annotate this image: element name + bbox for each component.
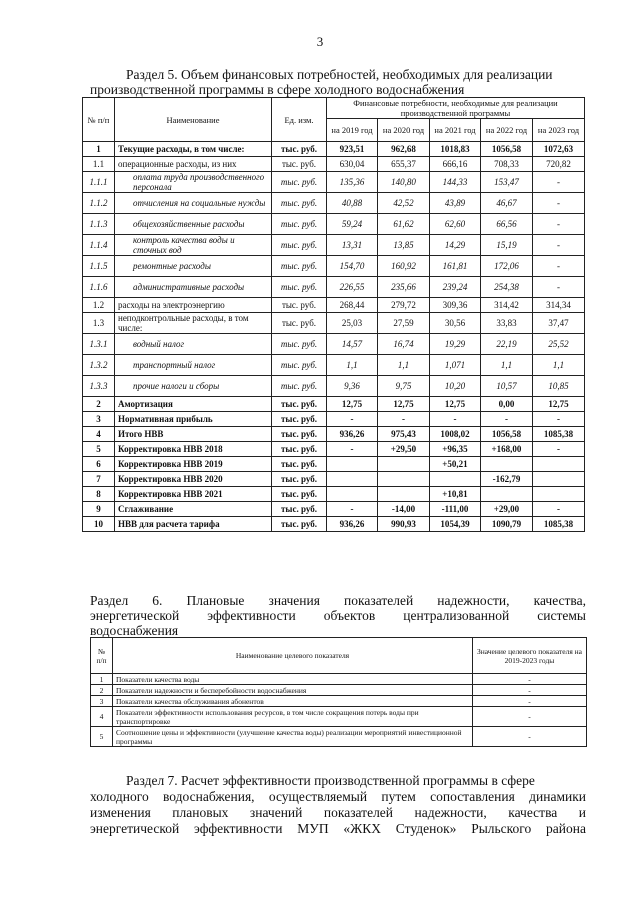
row-value: - (533, 412, 585, 427)
row-number: 1.1.1 (83, 172, 115, 193)
row-value: - (533, 172, 585, 193)
table-row (83, 487, 585, 502)
row-value: 1,1 (533, 355, 585, 376)
row-value (533, 472, 585, 487)
row-value: 160,92 (378, 256, 430, 277)
row-name: НВВ для расчета тарифа (115, 517, 272, 532)
row-value: 975,43 (378, 427, 430, 442)
row-value: 1,1 (481, 355, 533, 376)
row-value: 40,88 (327, 193, 378, 214)
row-unit: тыс. руб. (272, 256, 327, 277)
row-value: 9,36 (327, 376, 378, 397)
row-value: +10,81 (430, 487, 481, 502)
row-value: -14,00 (378, 502, 430, 517)
row-value: 22,19 (481, 334, 533, 355)
table-row (83, 142, 585, 157)
table-row (91, 674, 587, 685)
row-value (378, 487, 430, 502)
row-value: 708,33 (481, 157, 533, 172)
row-unit: тыс. руб. (272, 277, 327, 298)
row-number: 1.3.1 (83, 334, 115, 355)
row-value: - (378, 412, 430, 427)
row-value: 19,29 (430, 334, 481, 355)
table-row (83, 157, 585, 172)
row-value (378, 457, 430, 472)
row-name: отчисления на социальные нужды (115, 193, 272, 214)
row-value: 0,00 (481, 397, 533, 412)
row-number: 9 (83, 502, 115, 517)
row-value: 923,51 (327, 142, 378, 157)
row-value: 1008,02 (430, 427, 481, 442)
table-row (83, 172, 585, 193)
row-value: 153,47 (481, 172, 533, 193)
t6-row-name: Соотношение цены и эффективности (улучшение качества воды) реализации мероприятий инвестиционной программы (113, 727, 473, 747)
row-value: 720,82 (533, 157, 585, 172)
row-name: Амортизация (115, 397, 272, 412)
row-value: 254,38 (481, 277, 533, 298)
table-row (83, 502, 585, 517)
row-value: - (533, 442, 585, 457)
section5-title-line1: Раздел 5. Объем финансовых потребностей, необходимых для реализации (126, 67, 553, 82)
header-year: на 2019 год (327, 119, 378, 142)
page-number: 3 (316, 34, 324, 49)
row-value: 154,70 (327, 256, 378, 277)
row-value: 936,26 (327, 517, 378, 532)
row-unit: тыс. руб. (272, 313, 327, 334)
section6-title-line2: энергетической эффективности объектов централизованной системы (90, 608, 586, 623)
t6-row-value: - (473, 727, 587, 747)
table-row (91, 685, 587, 696)
row-value: - (327, 502, 378, 517)
row-value: +50,21 (430, 457, 481, 472)
row-value: 1056,58 (481, 142, 533, 157)
table-row (83, 214, 585, 235)
row-value: 1056,58 (481, 427, 533, 442)
row-value: 936,26 (327, 427, 378, 442)
row-name: Текущие расходы, в том числе: (115, 142, 272, 157)
header-num: № п/п (83, 98, 115, 142)
row-value: 37,47 (533, 313, 585, 334)
row-unit: тыс. руб. (272, 298, 327, 313)
row-value (533, 457, 585, 472)
row-name: общехозяйственные расходы (115, 214, 272, 235)
row-name: Сглаживание (115, 502, 272, 517)
t6-row-number: 3 (91, 696, 113, 707)
row-number: 8 (83, 487, 115, 502)
table-row (83, 376, 585, 397)
row-value (533, 487, 585, 502)
row-unit: тыс. руб. (272, 397, 327, 412)
row-number: 4 (83, 427, 115, 442)
row-value: 9,75 (378, 376, 430, 397)
row-value: 33,83 (481, 313, 533, 334)
row-value: 314,34 (533, 298, 585, 313)
t6-row-name: Показатели качества обслуживания абонентов (113, 696, 473, 707)
row-value: 42,52 (378, 193, 430, 214)
table-row (83, 412, 585, 427)
row-value: - (533, 277, 585, 298)
row-number: 1.3 (83, 313, 115, 334)
table-row (83, 427, 585, 442)
row-unit: тыс. руб. (272, 334, 327, 355)
row-value: 61,62 (378, 214, 430, 235)
row-unit: тыс. руб. (272, 457, 327, 472)
row-name: Корректировка НВВ 2020 (115, 472, 272, 487)
row-name: транспортный налог (115, 355, 272, 376)
row-unit: тыс. руб. (272, 376, 327, 397)
row-value: 235,66 (378, 277, 430, 298)
row-value: 314,42 (481, 298, 533, 313)
header-name: Наименование (115, 98, 272, 142)
row-unit: тыс. руб. (272, 355, 327, 376)
row-value: 13,85 (378, 235, 430, 256)
row-value: 59,24 (327, 214, 378, 235)
row-value: 10,85 (533, 376, 585, 397)
row-value: 12,75 (533, 397, 585, 412)
row-number: 1.1.5 (83, 256, 115, 277)
row-value: 43,89 (430, 193, 481, 214)
row-value: 172,06 (481, 256, 533, 277)
t6-row-value: - (473, 696, 587, 707)
row-unit: тыс. руб. (272, 172, 327, 193)
row-name: административные расходы (115, 277, 272, 298)
row-value: 1085,38 (533, 517, 585, 532)
row-value: 1,1 (378, 355, 430, 376)
row-value: 66,56 (481, 214, 533, 235)
row-value: +96,35 (430, 442, 481, 457)
row-value (327, 457, 378, 472)
t6-header-num: № п/п (91, 638, 113, 674)
row-value: 16,74 (378, 334, 430, 355)
row-number: 7 (83, 472, 115, 487)
row-value: 30,56 (430, 313, 481, 334)
section7-line3: изменения плановых значений показателей надежности, качества и (90, 805, 586, 820)
row-number: 1.3.3 (83, 376, 115, 397)
row-name: прочие налоги и сборы (115, 376, 272, 397)
row-value: 239,24 (430, 277, 481, 298)
table-row (83, 472, 585, 487)
row-name: водный налог (115, 334, 272, 355)
header-unit: Ед. изм. (272, 98, 327, 142)
row-value (481, 487, 533, 502)
row-name: неподконтрольные расходы, в том числе: (115, 313, 272, 334)
t6-row-number: 2 (91, 685, 113, 696)
row-value: 1085,38 (533, 427, 585, 442)
t6-row-value: - (473, 674, 587, 685)
row-value: - (533, 214, 585, 235)
row-unit: тыс. руб. (272, 472, 327, 487)
row-value: -162,79 (481, 472, 533, 487)
header-year: на 2021 год (430, 119, 481, 142)
row-value: - (533, 235, 585, 256)
table-row (91, 696, 587, 707)
row-value: 27,59 (378, 313, 430, 334)
row-unit: тыс. руб. (272, 214, 327, 235)
row-value: - (533, 502, 585, 517)
row-number: 1.1.6 (83, 277, 115, 298)
row-number: 1.1.3 (83, 214, 115, 235)
row-value: 161,81 (430, 256, 481, 277)
row-name: операционные расходы, из них (115, 157, 272, 172)
row-value: - (430, 412, 481, 427)
row-value (327, 487, 378, 502)
row-number: 1.2 (83, 298, 115, 313)
table-row (83, 457, 585, 472)
row-value: 135,36 (327, 172, 378, 193)
table-row (83, 298, 585, 313)
row-value: 10,20 (430, 376, 481, 397)
row-name: оплата труда производственного персонала (115, 172, 272, 193)
table-row (83, 397, 585, 412)
row-number: 6 (83, 457, 115, 472)
row-value: - (481, 412, 533, 427)
row-number: 3 (83, 412, 115, 427)
row-value: - (533, 256, 585, 277)
target-indicators-table (90, 637, 587, 747)
t6-row-value: - (473, 685, 587, 696)
row-unit: тыс. руб. (272, 427, 327, 442)
row-number: 1.1 (83, 157, 115, 172)
row-value: 1018,83 (430, 142, 481, 157)
row-value: 1054,39 (430, 517, 481, 532)
row-value: 15,19 (481, 235, 533, 256)
row-value: 144,33 (430, 172, 481, 193)
row-value (481, 457, 533, 472)
row-value: 14,29 (430, 235, 481, 256)
row-value: - (327, 442, 378, 457)
row-value: 666,16 (430, 157, 481, 172)
row-value: +29,50 (378, 442, 430, 457)
row-value: - (327, 412, 378, 427)
row-unit: тыс. руб. (272, 487, 327, 502)
financial-needs-table (82, 97, 585, 532)
row-number: 2 (83, 397, 115, 412)
row-unit: тыс. руб. (272, 412, 327, 427)
row-value: 1072,63 (533, 142, 585, 157)
row-name: Итого НВВ (115, 427, 272, 442)
header-year: на 2022 год (481, 119, 533, 142)
row-unit: тыс. руб. (272, 142, 327, 157)
row-value: 1,1 (327, 355, 378, 376)
table-row (83, 442, 585, 457)
row-number: 1 (83, 142, 115, 157)
t6-header-name: Наименование целевого показателя (113, 638, 473, 674)
table-row (83, 334, 585, 355)
row-value: 62,60 (430, 214, 481, 235)
row-unit: тыс. руб. (272, 517, 327, 532)
t6-row-number: 4 (91, 707, 113, 727)
row-value: 46,67 (481, 193, 533, 214)
table-row (83, 235, 585, 256)
row-name: Корректировка НВВ 2018 (115, 442, 272, 457)
row-value: 14,57 (327, 334, 378, 355)
t6-header-value: Значение целевого показателя на 2019-2023 годы (473, 638, 587, 674)
row-number: 10 (83, 517, 115, 532)
row-value: -111,00 (430, 502, 481, 517)
row-value: 990,93 (378, 517, 430, 532)
section7-line2: холодного водоснабжения, осуществляемый путем сопоставления динамики (90, 789, 586, 804)
row-value: 25,03 (327, 313, 378, 334)
row-value: 10,57 (481, 376, 533, 397)
row-value: 13,31 (327, 235, 378, 256)
row-value: 655,37 (378, 157, 430, 172)
t6-row-name: Показатели качества воды (113, 674, 473, 685)
row-value: 630,04 (327, 157, 378, 172)
row-unit: тыс. руб. (272, 157, 327, 172)
row-value: 268,44 (327, 298, 378, 313)
row-value: 279,72 (378, 298, 430, 313)
section7-line4: энергетической эффективности МУП «ЖКХ Студенок» Рыльского района (90, 821, 586, 836)
row-value: 1090,79 (481, 517, 533, 532)
row-value: +168,00 (481, 442, 533, 457)
row-name: контроль качества воды и сточных вод (115, 235, 272, 256)
section6-title-line3: водоснабжения (90, 623, 179, 638)
table-row (83, 517, 585, 532)
table-row (83, 256, 585, 277)
t6-row-value: - (473, 707, 587, 727)
row-value: 962,68 (378, 142, 430, 157)
row-value: 140,80 (378, 172, 430, 193)
row-value: - (533, 193, 585, 214)
row-value: 12,75 (378, 397, 430, 412)
row-name: Нормативная прибыль (115, 412, 272, 427)
row-unit: тыс. руб. (272, 235, 327, 256)
row-number: 1.1.4 (83, 235, 115, 256)
table-row (83, 277, 585, 298)
row-value: 309,36 (430, 298, 481, 313)
t6-row-name: Показатели надежности и бесперебойности водоснабжения (113, 685, 473, 696)
header-year: на 2020 год (378, 119, 430, 142)
row-value: +29,00 (481, 502, 533, 517)
row-name: Корректировка НВВ 2021 (115, 487, 272, 502)
row-value: 226,55 (327, 277, 378, 298)
row-value: 25,52 (533, 334, 585, 355)
row-unit: тыс. руб. (272, 193, 327, 214)
row-name: ремонтные расходы (115, 256, 272, 277)
row-unit: тыс. руб. (272, 502, 327, 517)
row-value: 1,071 (430, 355, 481, 376)
row-number: 1.1.2 (83, 193, 115, 214)
row-name: Корректировка НВВ 2019 (115, 457, 272, 472)
row-number: 1.3.2 (83, 355, 115, 376)
header-group: Финансовые потребности, необходимые для реализации производственной программы (327, 98, 585, 119)
row-value (378, 472, 430, 487)
table-row (83, 193, 585, 214)
row-value (327, 472, 378, 487)
t6-row-name: Показатели эффективности использования ресурсов, в том числе сокращения потерь воды при транспортировке (113, 707, 473, 727)
row-value: 12,75 (327, 397, 378, 412)
t6-row-number: 5 (91, 727, 113, 747)
section5-title-line2: производственной программы в сфере холодного водоснабжения (90, 82, 465, 97)
table-row (83, 313, 585, 334)
row-unit: тыс. руб. (272, 442, 327, 457)
header-year: на 2023 год (533, 119, 585, 142)
t6-row-number: 1 (91, 674, 113, 685)
row-name: расходы на электроэнергию (115, 298, 272, 313)
row-value: 12,75 (430, 397, 481, 412)
table-row (83, 355, 585, 376)
table-row (91, 727, 587, 747)
section6-title-line1: Раздел 6. Плановые значения показателей надежности, качества, (90, 593, 586, 608)
row-value (430, 472, 481, 487)
section7-line1: Раздел 7. Расчет эффективности производственной программы в сфере (126, 773, 535, 788)
row-number: 5 (83, 442, 115, 457)
table-row (91, 707, 587, 727)
